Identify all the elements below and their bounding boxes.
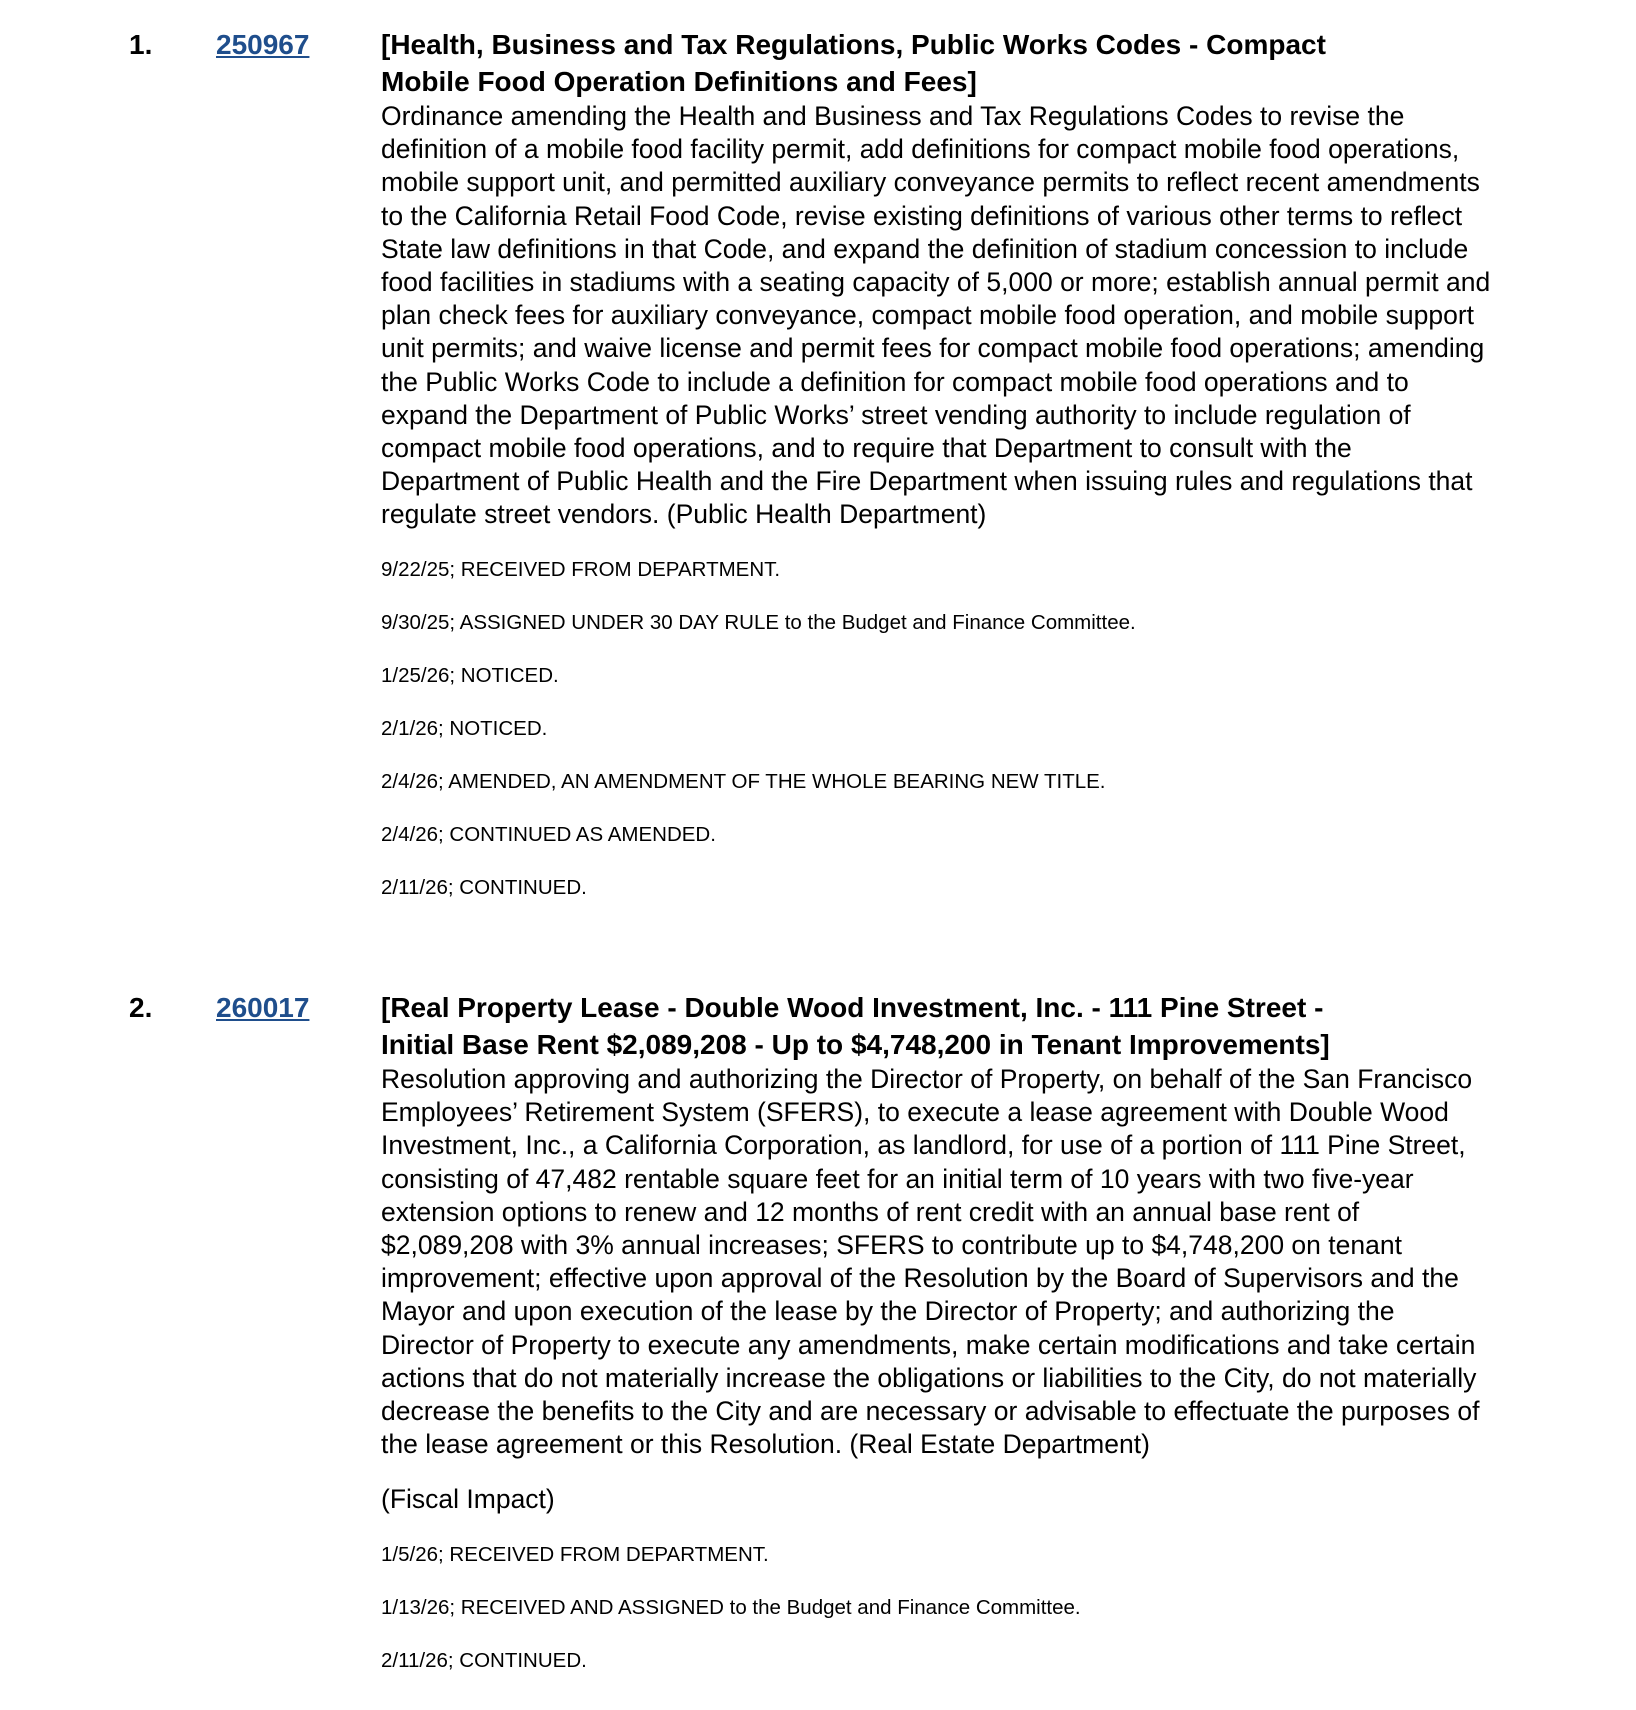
item-title-line: Mobile Food Operation Definitions and Fees]	[381, 66, 977, 97]
history-entry: 2/4/26; AMENDED, AN AMENDMENT OF THE WHOLE BEARING NEW TITLE.	[381, 769, 1106, 793]
history-entry: 2/11/26; CONTINUED.	[381, 875, 587, 899]
action-history	[381, 557, 1491, 900]
item-body	[381, 989, 1491, 1673]
history-entry: 9/22/25; RECEIVED FROM DEPARTMENT.	[381, 557, 781, 581]
item-title	[381, 26, 1491, 100]
item-title-line: [Health, Business and Tax Regulations, Public Works Codes - Compact	[381, 29, 1326, 60]
item-title-line: Initial Base Rent $2,089,208 - Up to $4,748,200 in Tenant Improvements]	[381, 1029, 1330, 1060]
file-number-link[interactable]: 260017	[216, 992, 310, 1023]
item-title-line: [Real Property Lease - Double Wood Investment, Inc. - 111 Pine Street -	[381, 992, 1324, 1023]
history-entry: 2/1/26; NOTICED.	[381, 716, 548, 740]
history-entry: 1/25/26; NOTICED.	[381, 663, 559, 687]
history-entry: 1/5/26; RECEIVED FROM DEPARTMENT.	[381, 1542, 769, 1566]
item-body	[381, 26, 1491, 900]
item-description: Ordinance amending the Health and Business and Tax Regulations Codes to revise the definition of a mobile food facility permit, add definitions for compact mobile food operations, mobile support unit, and permitted auxiliary conveyance permits to reflect recent amendments to the California Retail Food Code, revise existing definitions of various other terms to reflect State law definitions in that Code, and expand the definition of stadium concession to include food facilities in stadiums with a seating capacity of 5,000 or more; establish annual permit and plan check fees for auxiliary conveyance, compact mobile food operation, and mobile support unit permits; and waive license and permit fees for compact mobile food operations; amending the Public Works Code to include a definition for compact mobile food operations and to expand the Department of Public Works’ street vending authority to include regulation of compact mobile food operations, and to require that Department to consult with the Department of Public Health and the Fire Department when issuing rules and regulations that regulate street vendors. (Public Health Department)	[381, 101, 1491, 530]
file-number-link[interactable]: 250967	[216, 29, 310, 60]
action-history	[381, 1542, 1491, 1673]
history-entry: 9/30/25; ASSIGNED UNDER 30 DAY RULE to the Budget and Finance Committee.	[381, 610, 1136, 634]
item-title	[381, 989, 1491, 1063]
history-entry: 1/13/26; RECEIVED AND ASSIGNED to the Budget and Finance Committee.	[381, 1595, 1081, 1619]
item-number: 2.	[129, 992, 153, 1023]
item-number: 1.	[129, 29, 153, 60]
item-description: Resolution approving and authorizing the Director of Property, on behalf of the San Francisco Employees’ Retirement System (SFERS), to execute a lease agreement with Double Wood Investment, Inc., a California Corporation, as landlord, for use of a portion of 111 Pine Street, consisting of 47,482 rentable square feet for an initial term of 10 years with two five-year extension options to renew and 12 months of rent credit with an annual base rent of $2,089,208 with 3% annual increases; SFERS to contribute up to $4,748,200 on tenant improvement; effective upon approval of the Resolution by the Board of Supervisors and the Mayor and upon execution of the lease by the Director of Property; and authorizing the Director of Property to execute any amendments, make certain modifications and take certain actions that do not materially increase the obligations or liabilities to the City, do not materially decrease the benefits to the City and are necessary or advisable to effectuate the purposes of the lease agreement or this Resolution. (Real Estate Department)	[381, 1064, 1480, 1460]
history-entry: 2/4/26; CONTINUED AS AMENDED.	[381, 822, 716, 846]
history-entry: 2/11/26; CONTINUED.	[381, 1648, 587, 1672]
fiscal-impact-note: (Fiscal Impact)	[381, 1484, 555, 1515]
